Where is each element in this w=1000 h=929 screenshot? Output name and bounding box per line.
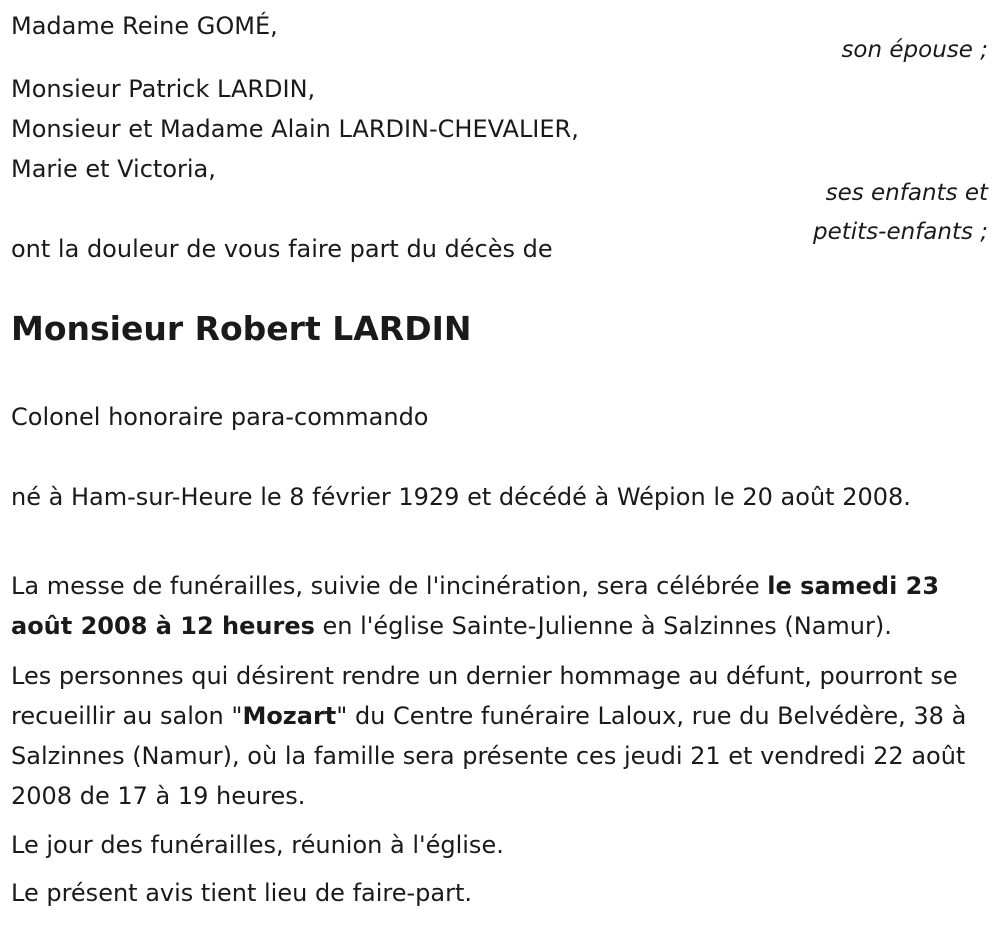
- meeting-paragraph: Le jour des funérailles, réunion à l'église.: [11, 831, 504, 859]
- birth-death-paragraph: né à Ham-sur-Heure le 8 février 1929 et décédé à Wépion le 20 août 2008.: [11, 483, 911, 511]
- children-role-line-1: ses enfants et: [825, 180, 988, 206]
- grandchildren-names: Marie et Victoria,: [11, 155, 216, 183]
- announcement-text: ont la douleur de vous faire part du décès de: [11, 235, 553, 263]
- notice-paragraph: Le présent avis tient lieu de faire-part.: [11, 879, 473, 907]
- visitation-text-1: Les personnes qui désirent rendre un dernier hommage au défunt, pourront se recueillir au salon ": [11, 662, 958, 730]
- deceased-title: Colonel honoraire para-commando: [11, 403, 429, 431]
- visitation-paragraph: [11, 656, 986, 816]
- salon-name: Mozart: [242, 702, 337, 730]
- funeral-date: le samedi 23 août 2008 à 12 heures: [11, 572, 940, 640]
- child-name-2: Monsieur et Madame Alain LARDIN-CHEVALIER,: [11, 115, 579, 143]
- funeral-paragraph: [11, 566, 986, 646]
- child-name-1: Monsieur Patrick LARDIN,: [11, 75, 316, 103]
- spouse-name: Madame Reine GOMÉ,: [11, 12, 278, 40]
- visitation-text-2: " du Centre funéraire Laloux, rue du Belvédère, 38 à Salzinnes (Namur), où la famille sera présente ces jeudi 21 et vendredi 22 août 2008 de 17 à 19 heures.: [11, 702, 967, 810]
- children-role-line-2: petits-enfants ;: [812, 219, 988, 245]
- deceased-name: Monsieur Robert LARDIN: [11, 309, 472, 348]
- funeral-intro: La messe de funérailles, suivie de l'incinération, sera célébrée: [11, 572, 768, 600]
- funeral-place: en l'église Sainte-Julienne à Salzinnes (Namur).: [314, 612, 892, 640]
- spouse-role: son épouse ;: [841, 37, 988, 63]
